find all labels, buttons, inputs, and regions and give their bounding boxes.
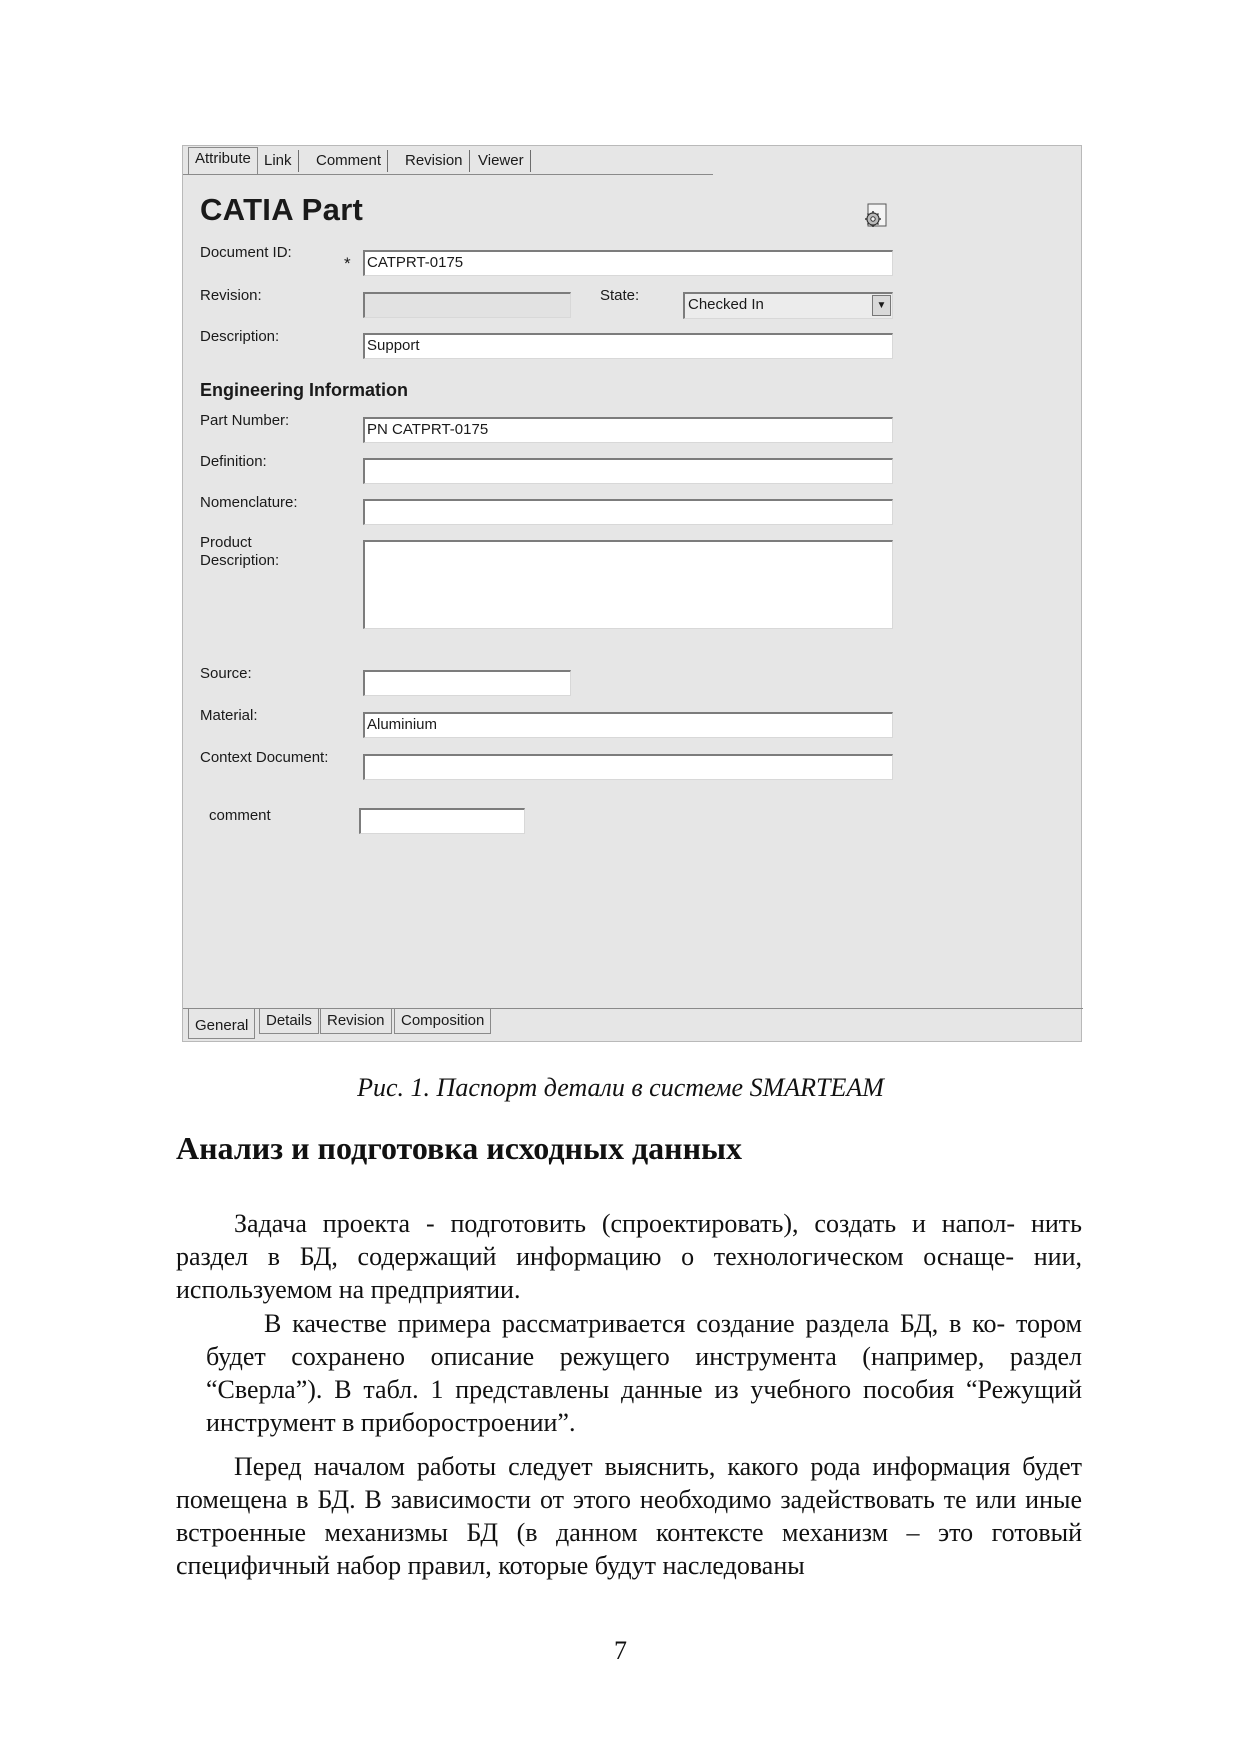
tab-details[interactable]: Details	[259, 1009, 319, 1034]
product-description-label-2: Description:	[200, 552, 280, 569]
paragraph-3: Перед началом работы следует выяснить, какого рода информация будет помещена в БД. В зависимости от этого необходимо задействовать те или иные встроенные механизмы БД (в данном контексте механизм – это готовый специфичный набор правил, которые будут наследованы	[176, 1452, 1082, 1580]
tab-general[interactable]: General	[188, 1009, 255, 1039]
tab-viewer[interactable]: Viewer	[472, 150, 531, 172]
tab-link[interactable]: Link	[258, 150, 299, 172]
tab-comment[interactable]: Comment	[310, 150, 388, 172]
description-input[interactable]: Support	[363, 333, 893, 359]
revision-input[interactable]	[363, 292, 571, 318]
gear-icon[interactable]	[861, 202, 889, 230]
definition-input[interactable]	[363, 458, 893, 484]
description-label: Description:	[200, 328, 280, 345]
document-id-label: Document ID:	[200, 244, 292, 261]
tab-revision[interactable]: Revision	[399, 150, 470, 172]
comment-label: comment	[209, 807, 271, 824]
smarteam-screenshot	[182, 145, 1082, 1042]
product-description-textarea[interactable]	[363, 540, 893, 629]
nomenclature-label: Nomenclature:	[200, 494, 298, 511]
section-heading: Анализ и подготовка исходных данных	[176, 1130, 742, 1166]
paragraph-2: В качестве примера рассматривается создание раздела БД, в ко- тором будет сохранено описание режущего инструмента (например, раздел “Сверла”). В табл. 1 представлены данные из учебного пособия “Режущий инструмент в приборостроении”.	[206, 1309, 1082, 1437]
definition-label: Definition:	[200, 453, 267, 470]
part-number-input[interactable]: PN CATPRT-0175	[363, 417, 893, 443]
source-label: Source:	[200, 665, 252, 682]
product-description-label-1: Product	[200, 534, 252, 551]
state-label: State:	[600, 287, 640, 304]
state-value: Checked In	[688, 296, 764, 313]
paragraph-1: Задача проекта - подготовить (спроектировать), создать и напол- нить раздел в БД, содержащий информацию о технологическом оснаще- нии, используемом на предприятии.	[176, 1209, 1082, 1304]
bottom-tab-bar	[183, 1008, 1083, 1043]
state-select[interactable]	[683, 292, 893, 319]
chevron-down-icon[interactable]: ▼	[872, 295, 891, 316]
figure-caption: Рис. 1. Паспорт детали в системе SMARTEAM	[357, 1073, 884, 1102]
tab-composition[interactable]: Composition	[394, 1009, 491, 1034]
part-number-label: Part Number:	[200, 412, 290, 429]
tab-attribute[interactable]: Attribute	[188, 147, 258, 174]
page-number: 7	[614, 1636, 627, 1665]
comment-input[interactable]	[359, 808, 525, 834]
required-mark: *	[344, 254, 351, 273]
material-label: Material:	[200, 707, 258, 724]
document-id-input[interactable]: CATPRT-0175	[363, 250, 893, 276]
form-title: CATIA Part	[200, 192, 364, 227]
nomenclature-input[interactable]	[363, 499, 893, 525]
tab-revision-bottom[interactable]: Revision	[320, 1009, 392, 1034]
section-title: Engineering Information	[200, 380, 409, 400]
source-input[interactable]	[363, 670, 571, 696]
top-tab-bar	[183, 146, 713, 175]
material-input[interactable]: Aluminium	[363, 712, 893, 738]
context-document-input[interactable]	[363, 754, 893, 780]
context-document-label: Context Document:	[200, 749, 329, 766]
revision-label: Revision:	[200, 287, 262, 304]
